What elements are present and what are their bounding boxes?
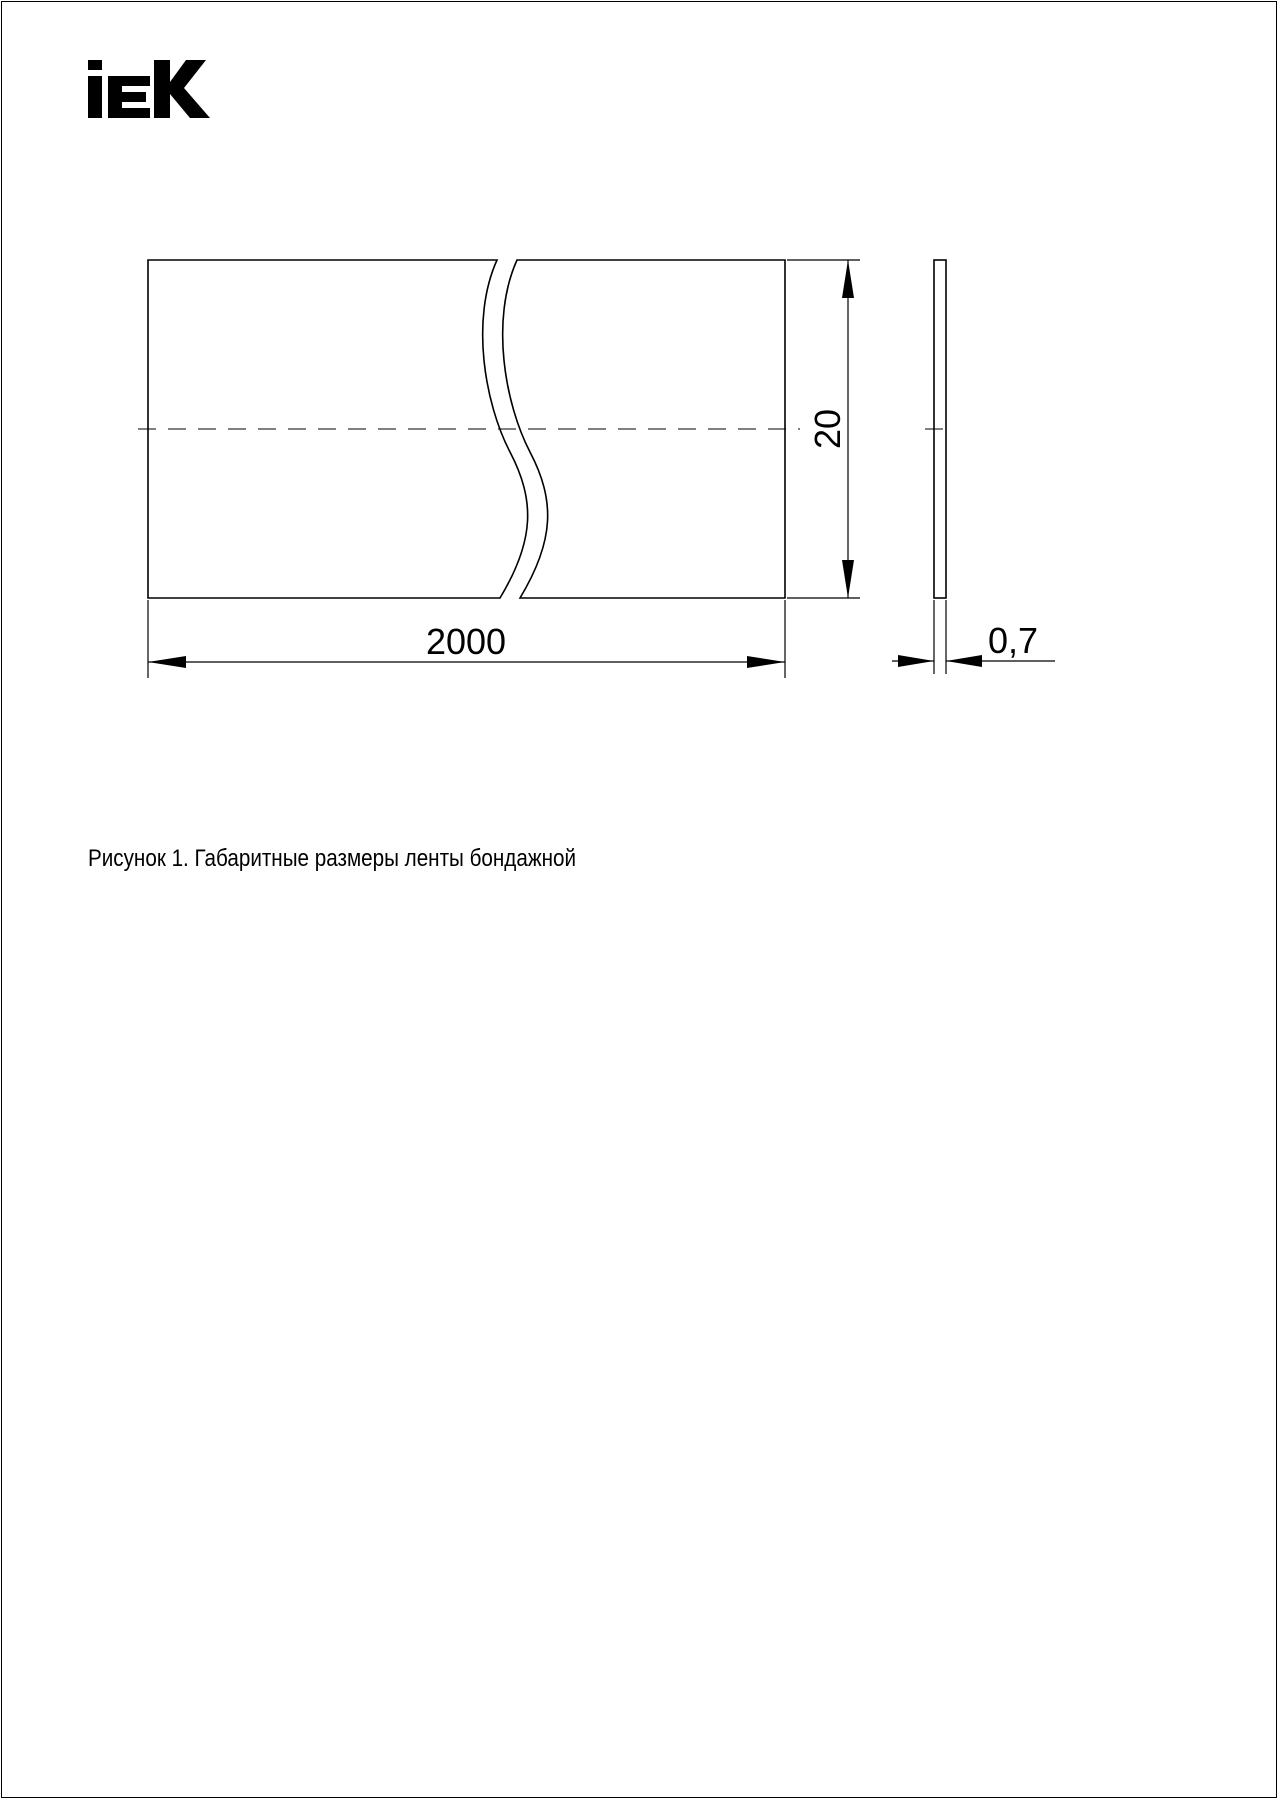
length-arrow-right — [747, 656, 785, 668]
figure-caption: Рисунок 1. Габаритные размеры ленты бондажной — [88, 845, 577, 872]
dimension-drawing — [0, 0, 1280, 800]
thickness-label: 0,7 — [988, 620, 1039, 661]
width-arrow-top — [842, 260, 854, 298]
length-arrow-left — [148, 656, 186, 668]
width-label: 20 — [807, 408, 848, 450]
thickness-arrow-right — [946, 655, 982, 667]
width-arrow-bottom — [842, 560, 854, 598]
thickness-arrow-left — [898, 655, 934, 667]
length-label: 2000 — [425, 621, 507, 662]
